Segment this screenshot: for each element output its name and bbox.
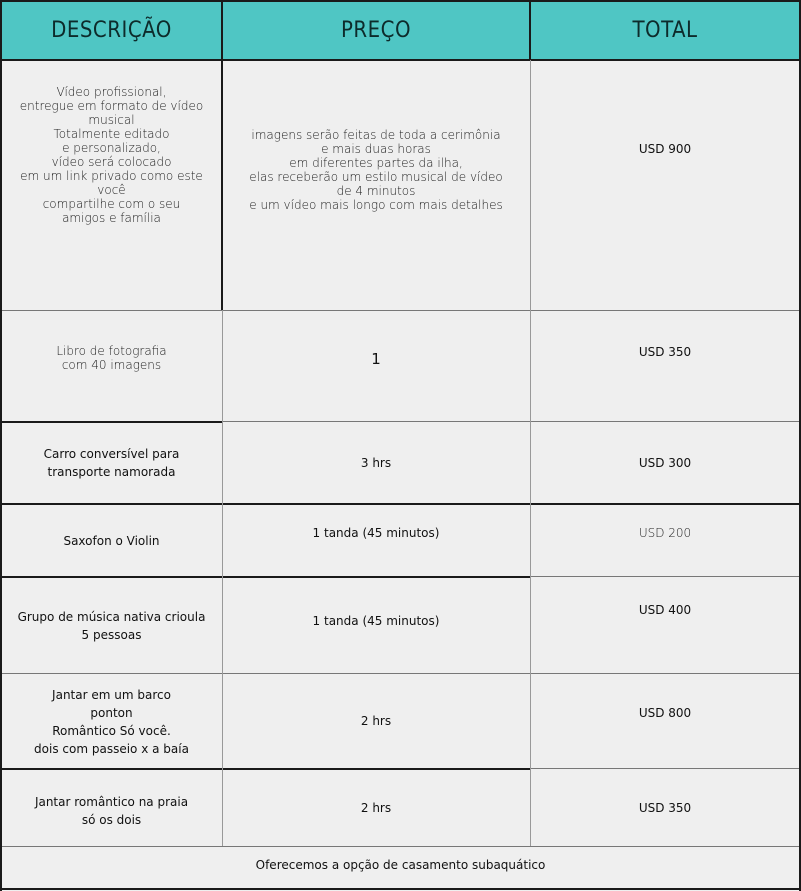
row-7-preco: 2 hrs [360,801,392,815]
row-3-descricao: Carro conversível para transporte namorada [43,447,180,479]
table-row [531,770,799,846]
table-row [531,675,799,768]
row-1-total: USD 900 [638,142,692,156]
grid-line [0,768,531,770]
grid-line [531,576,801,577]
table-row [223,423,529,503]
header-total: TOTAL [531,2,799,59]
row-4-preco: 1 tanda (45 minutos) [312,525,440,540]
table-row [2,578,221,673]
table-row [531,423,799,503]
table-row [2,423,221,503]
table-row [2,61,221,309]
row-1-preco: imagens serão feitas de toda a cerimônia e mais duas horas em diferentes partes da ilha, elas receberão um estilo musical de vídeo de 4 minutos e um vídeo mais longo com mais detalhes [249,128,503,212]
row-4-descricao: Saxofon o Violin [63,533,160,548]
row-1-descricao: Vídeo profissional, entregue em formato de vídeo musical Totalmente editado e personalizado, vídeo será colocado em um link privado como este você compartilhe com o seu amigos e família [19,85,204,225]
table-row [223,61,529,309]
header-preco: PREÇO [223,2,529,59]
grid-line [0,846,801,847]
grid-line [0,888,801,890]
grid-line [0,576,531,578]
grid-line [0,0,801,2]
grid-line [529,0,531,60]
table-row [531,61,799,309]
table-row [2,311,221,421]
row-2-descricao: Libro de fotografia com 40 imagens [56,344,167,372]
table-row [531,311,799,421]
row-6-total: USD 800 [638,705,692,720]
row-6-descricao: Jantar em um barco ponton Romântico Só você. dois com passeio x a baía [34,687,189,756]
grid-line [530,60,531,846]
table-row [223,505,529,576]
table-row [2,675,221,768]
row-5-total: USD 400 [638,602,692,617]
table-row [531,578,799,673]
row-5-preco: 1 tanda (45 minutos) [312,613,440,628]
row-2-total: USD 350 [638,345,692,359]
grid-line [0,421,222,423]
table-row [2,770,221,846]
table-row [223,578,529,673]
grid-line [222,421,801,422]
row-3-total: USD 300 [638,456,692,470]
row-5-descricao: Grupo de música nativa crioula 5 pessoas [17,609,206,642]
row-4-total: USD 200 [638,525,692,540]
grid-line [531,768,801,769]
footer-note [2,848,799,888]
row-7-descricao: Jantar romântico na praia só os dois [34,795,189,827]
grid-line [0,0,2,891]
row-7-total: USD 350 [638,801,692,815]
grid-line [0,310,801,311]
row-3-preco: 3 hrs [360,456,392,470]
table-row [2,505,221,576]
footer-text: Oferecemos a opção de casamento subaquático [255,858,546,872]
grid-line [0,503,801,505]
grid-line [222,310,223,846]
header-descricao: DESCRIÇÃO [2,2,221,59]
table-row [223,770,529,846]
grid-line [0,59,801,61]
row-6-preco: 2 hrs [360,713,392,728]
grid-line [0,673,801,674]
grid-line [221,0,223,310]
table-row [223,311,529,421]
row-2-preco: 1 [371,350,381,368]
table-row [223,675,529,768]
table-row [531,505,799,576]
